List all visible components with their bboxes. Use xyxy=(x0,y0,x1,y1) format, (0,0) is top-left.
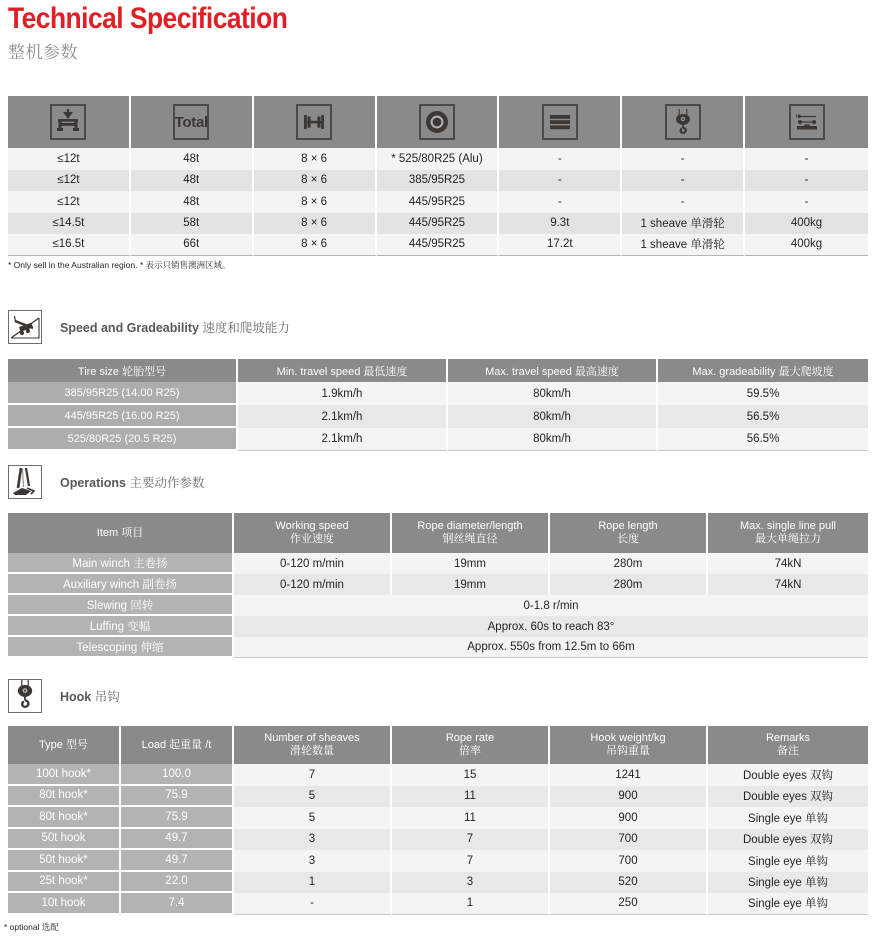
cell-tire: 385/95R25 xyxy=(377,170,500,192)
header-rope-length xyxy=(550,513,708,553)
cell-axle-config: 8 × 6 xyxy=(254,148,377,170)
cell-load: 49.7 xyxy=(121,829,234,851)
header-type: Type 型号 xyxy=(8,726,121,764)
table-row xyxy=(8,191,868,213)
cell-max-speed: 80km/h xyxy=(448,405,658,428)
header-sheaves-cn: 滑轮数量 xyxy=(290,745,334,757)
cell-jib: - xyxy=(745,170,868,192)
header-rope-length-en: Rope length xyxy=(598,520,658,532)
table-row xyxy=(8,428,868,451)
header-cell-counterweight xyxy=(499,96,622,148)
table-row xyxy=(8,637,868,658)
cell-remarks: Single eye 单钩 xyxy=(708,807,868,829)
cell-hook-weight: 1241 xyxy=(550,764,708,786)
cell-type: 80t hook* xyxy=(8,807,121,829)
header-max-gradeability: Max. gradeability 最大爬坡度 xyxy=(658,359,868,382)
cell-remarks: Double eyes 双钩 xyxy=(708,786,868,808)
cell-rope-rate: 7 xyxy=(392,850,550,872)
cell-gradeability: 56.5% xyxy=(658,428,868,451)
axle-configuration-icon xyxy=(296,104,332,140)
header-line-pull-en: Max. single line pull xyxy=(740,520,836,532)
page-subtitle: 整机参数 xyxy=(8,43,78,62)
tire-icon xyxy=(419,104,455,140)
hook-section-title xyxy=(60,687,120,705)
cell-sheaves: 7 xyxy=(234,764,392,786)
cell-type: 25t hook* xyxy=(8,872,121,894)
table-row xyxy=(8,850,868,872)
cell-working-speed: 0-120 m/min xyxy=(234,574,392,595)
machine-table-footnote: * Only sell in the Australian region. * 表示只销售澳洲区域。 xyxy=(8,260,231,270)
cell-rope-diameter: 19mm xyxy=(392,553,550,574)
operations-section-header xyxy=(8,465,205,499)
cell-type: 10t hook xyxy=(8,893,121,915)
table-row xyxy=(8,405,868,428)
cell-load: 49.7 xyxy=(121,850,234,872)
table-header-row xyxy=(8,96,868,148)
header-working-speed-cn: 作业速度 xyxy=(290,533,334,545)
cell-axle-load: ≤16.5t xyxy=(8,234,131,256)
cell-sheave: - xyxy=(622,148,745,170)
cell-type: 100t hook* xyxy=(8,764,121,786)
cell-tire: 445/95R25 xyxy=(377,213,500,235)
header-rope-diameter xyxy=(392,513,550,553)
table-header-row xyxy=(8,359,868,382)
header-remarks-en: Remarks xyxy=(765,732,810,744)
hook-section-header xyxy=(8,679,120,713)
cell-item-label: Slewing 回转 xyxy=(8,595,234,616)
cell-remarks: Double eyes 双钩 xyxy=(708,764,868,786)
operations-table xyxy=(8,513,868,658)
cell-tire: 445/95R25 xyxy=(377,234,500,256)
hook-title-cn: 吊钩 xyxy=(94,690,120,704)
cell-axle-load: ≤14.5t xyxy=(8,213,131,235)
cell-total-weight: 48t xyxy=(131,148,254,170)
header-max-speed: Max. travel speed 最高速度 xyxy=(448,359,658,382)
cell-tire-size: 525/80R25 (20.5 R25) xyxy=(8,428,238,451)
telescoping-boom-icon xyxy=(8,465,42,499)
cell-counterweight: - xyxy=(499,191,622,213)
table-row xyxy=(8,170,868,192)
table-row xyxy=(8,213,868,235)
cell-rope-rate: 11 xyxy=(392,786,550,808)
cell-type: 80t hook* xyxy=(8,786,121,808)
operations-title-en: Operations xyxy=(60,476,126,490)
operations-section-title xyxy=(60,473,205,491)
cell-counterweight: 17.2t xyxy=(499,234,622,256)
cell-counterweight: 9.3t xyxy=(499,213,622,235)
cell-counterweight: - xyxy=(499,170,622,192)
cell-axle-config: 8 × 6 xyxy=(254,170,377,192)
cell-remarks: Single eye 单钩 xyxy=(708,850,868,872)
cell-hook-weight: 700 xyxy=(550,829,708,851)
header-rope-rate xyxy=(392,726,550,764)
header-sheaves-en: Number of sheaves xyxy=(264,732,360,744)
machine-parameters-table xyxy=(8,96,868,256)
header-min-speed: Min. travel speed 最低速度 xyxy=(238,359,448,382)
header-cell-aux-jib xyxy=(745,96,868,148)
cell-item-label: Luffing 变幅 xyxy=(8,616,234,637)
table-row xyxy=(8,807,868,829)
cell-tire: 445/95R25 xyxy=(377,191,500,213)
header-sheaves xyxy=(234,726,392,764)
cell-jib: - xyxy=(745,191,868,213)
cell-hook-weight: 520 xyxy=(550,872,708,894)
cell-rope-length: 280m xyxy=(550,574,708,595)
hook-table xyxy=(8,726,868,915)
cell-hook-weight: 900 xyxy=(550,807,708,829)
hook-block-icon xyxy=(665,104,701,140)
cell-sheave: - xyxy=(622,170,745,192)
hook-table-body xyxy=(8,764,868,915)
crane-on-slope-icon xyxy=(8,310,42,344)
header-cell-total-weight xyxy=(131,96,254,148)
header-hook-weight-cn: 吊钩重量 xyxy=(606,745,650,757)
cell-load: 75.9 xyxy=(121,807,234,829)
cell-item-label: Auxiliary winch 副卷扬 xyxy=(8,574,234,595)
cell-type: 50t hook* xyxy=(8,850,121,872)
table-row xyxy=(8,829,868,851)
cell-rope-length: 280m xyxy=(550,553,708,574)
speed-title-cn: 速度和爬坡能力 xyxy=(202,321,290,335)
cell-rope-diameter: 19mm xyxy=(392,574,550,595)
header-rope-length-cn: 长度 xyxy=(617,533,639,545)
cell-sheaves: 3 xyxy=(234,850,392,872)
cell-axle-config: 8 × 6 xyxy=(254,191,377,213)
cell-axle-config: 8 × 6 xyxy=(254,234,377,256)
cell-load: 75.9 xyxy=(121,786,234,808)
table-row xyxy=(8,872,868,894)
cell-sheaves: 3 xyxy=(234,829,392,851)
auxiliary-jib-icon xyxy=(789,104,825,140)
cell-line-pull: 74kN xyxy=(708,553,868,574)
cell-jib: - xyxy=(745,148,868,170)
page-title: Technical Specification xyxy=(8,2,288,35)
cell-item-label: Telescoping 伸缩 xyxy=(8,637,234,658)
header-line-pull-cn: 最大单绳拉力 xyxy=(755,533,821,545)
cell-sheaves: 1 xyxy=(234,872,392,894)
header-remarks xyxy=(708,726,868,764)
header-rope-rate-en: Rope rate xyxy=(445,732,495,744)
table-row xyxy=(8,786,868,808)
header-hook-weight-en: Hook weight/kg xyxy=(590,732,666,744)
machine-table-body xyxy=(8,148,868,256)
hook-table-footnote: * optional 选配 xyxy=(4,922,59,932)
header-cell-axle-config xyxy=(254,96,377,148)
cell-remarks: Single eye 单钩 xyxy=(708,893,868,915)
cell-axle-config: 8 × 6 xyxy=(254,213,377,235)
cell-rope-rate: 7 xyxy=(392,829,550,851)
table-row xyxy=(8,148,868,170)
cell-telescoping-time: Approx. 550s from 12.5m to 66m xyxy=(234,637,868,658)
cell-hook-weight: 900 xyxy=(550,786,708,808)
speed-section-header xyxy=(8,310,290,344)
cell-remarks: Double eyes 双钩 xyxy=(708,829,868,851)
cell-load: 22.0 xyxy=(121,872,234,894)
header-line-pull xyxy=(708,513,868,553)
axle-load-icon xyxy=(50,104,86,140)
cell-jib: 400kg xyxy=(745,234,868,256)
cell-hook-weight: 250 xyxy=(550,893,708,915)
header-working-speed-en: Working speed xyxy=(275,520,349,532)
cell-sheaves: - xyxy=(234,893,392,915)
cell-rope-rate: 1 xyxy=(392,893,550,915)
cell-max-speed: 80km/h xyxy=(448,428,658,451)
header-cell-axle-load xyxy=(8,96,131,148)
table-row xyxy=(8,553,868,574)
cell-min-speed: 2.1km/h xyxy=(238,428,448,451)
cell-total-weight: 48t xyxy=(131,191,254,213)
table-row xyxy=(8,234,868,256)
cell-rope-rate: 11 xyxy=(392,807,550,829)
cell-min-speed: 2.1km/h xyxy=(238,405,448,428)
cell-sheave: 1 sheave 单滑轮 xyxy=(622,213,745,235)
cell-total-weight: 58t xyxy=(131,213,254,235)
cell-remarks: Single eye 单钩 xyxy=(708,872,868,894)
cell-max-speed: 80km/h xyxy=(448,382,658,405)
header-tire-size: Tire size 轮胎型号 xyxy=(8,359,238,382)
cell-type: 50t hook xyxy=(8,829,121,851)
speed-table-body xyxy=(8,382,868,451)
table-row xyxy=(8,616,868,637)
header-cell-aux-sheave xyxy=(622,96,745,148)
cell-line-pull: 74kN xyxy=(708,574,868,595)
cell-rope-rate: 3 xyxy=(392,872,550,894)
cell-sheave: 1 sheave 单滑轮 xyxy=(622,234,745,256)
cell-sheaves: 5 xyxy=(234,807,392,829)
table-header-row xyxy=(8,513,868,553)
table-row xyxy=(8,595,868,616)
cell-total-weight: 48t xyxy=(131,170,254,192)
header-rope-diameter-cn: 钢丝绳直径 xyxy=(442,533,498,545)
counterweight-stack-icon xyxy=(542,104,578,140)
cell-min-speed: 1.9km/h xyxy=(238,382,448,405)
header-load: Load 起重量 /t xyxy=(121,726,234,764)
operations-title-cn: 主要动作参数 xyxy=(129,476,205,490)
table-row xyxy=(8,764,868,786)
cell-luffing-time: Approx. 60s to reach 83° xyxy=(234,616,868,637)
cell-working-speed: 0-120 m/min xyxy=(234,553,392,574)
cell-tire-size: 385/95R25 (14.00 R25) xyxy=(8,382,238,405)
cell-rope-rate: 15 xyxy=(392,764,550,786)
cell-total-weight: 66t xyxy=(131,234,254,256)
table-header-row xyxy=(8,726,868,764)
cell-sheave: - xyxy=(622,191,745,213)
hook-block-icon xyxy=(8,679,42,713)
cell-axle-load: ≤12t xyxy=(8,170,131,192)
cell-item-label: Main winch 主卷扬 xyxy=(8,553,234,574)
cell-sheaves: 5 xyxy=(234,786,392,808)
speed-section-title xyxy=(60,318,290,336)
cell-gradeability: 56.5% xyxy=(658,405,868,428)
cell-slewing-speed: 0-1.8 r/min xyxy=(234,595,868,616)
operations-table-body xyxy=(8,553,868,658)
header-cell-tire xyxy=(377,96,500,148)
cell-axle-load: ≤12t xyxy=(8,191,131,213)
cell-tire: * 525/80R25 (Alu) xyxy=(377,148,500,170)
cell-counterweight: - xyxy=(499,148,622,170)
cell-jib: 400kg xyxy=(745,213,868,235)
hook-title-en: Hook xyxy=(60,690,92,704)
table-row xyxy=(8,574,868,595)
header-item: Item 项目 xyxy=(8,513,234,553)
header-working-speed xyxy=(234,513,392,553)
cell-tire-size: 445/95R25 (16.00 R25) xyxy=(8,405,238,428)
cell-hook-weight: 700 xyxy=(550,850,708,872)
table-row xyxy=(8,893,868,915)
cell-load: 7.4 xyxy=(121,893,234,915)
header-hook-weight xyxy=(550,726,708,764)
speed-title-en: Speed and Gradeability xyxy=(60,321,199,335)
speed-gradeability-table xyxy=(8,359,868,451)
cell-gradeability: 59.5% xyxy=(658,382,868,405)
header-rope-rate-cn: 倍率 xyxy=(459,745,481,757)
cell-load: 100.0 xyxy=(121,764,234,786)
header-remarks-cn: 备注 xyxy=(777,745,799,757)
header-rope-diameter-en: Rope diameter/length xyxy=(417,520,523,532)
cell-axle-load: ≤12t xyxy=(8,148,131,170)
total-weight-icon: Total xyxy=(173,104,209,140)
table-row xyxy=(8,382,868,405)
